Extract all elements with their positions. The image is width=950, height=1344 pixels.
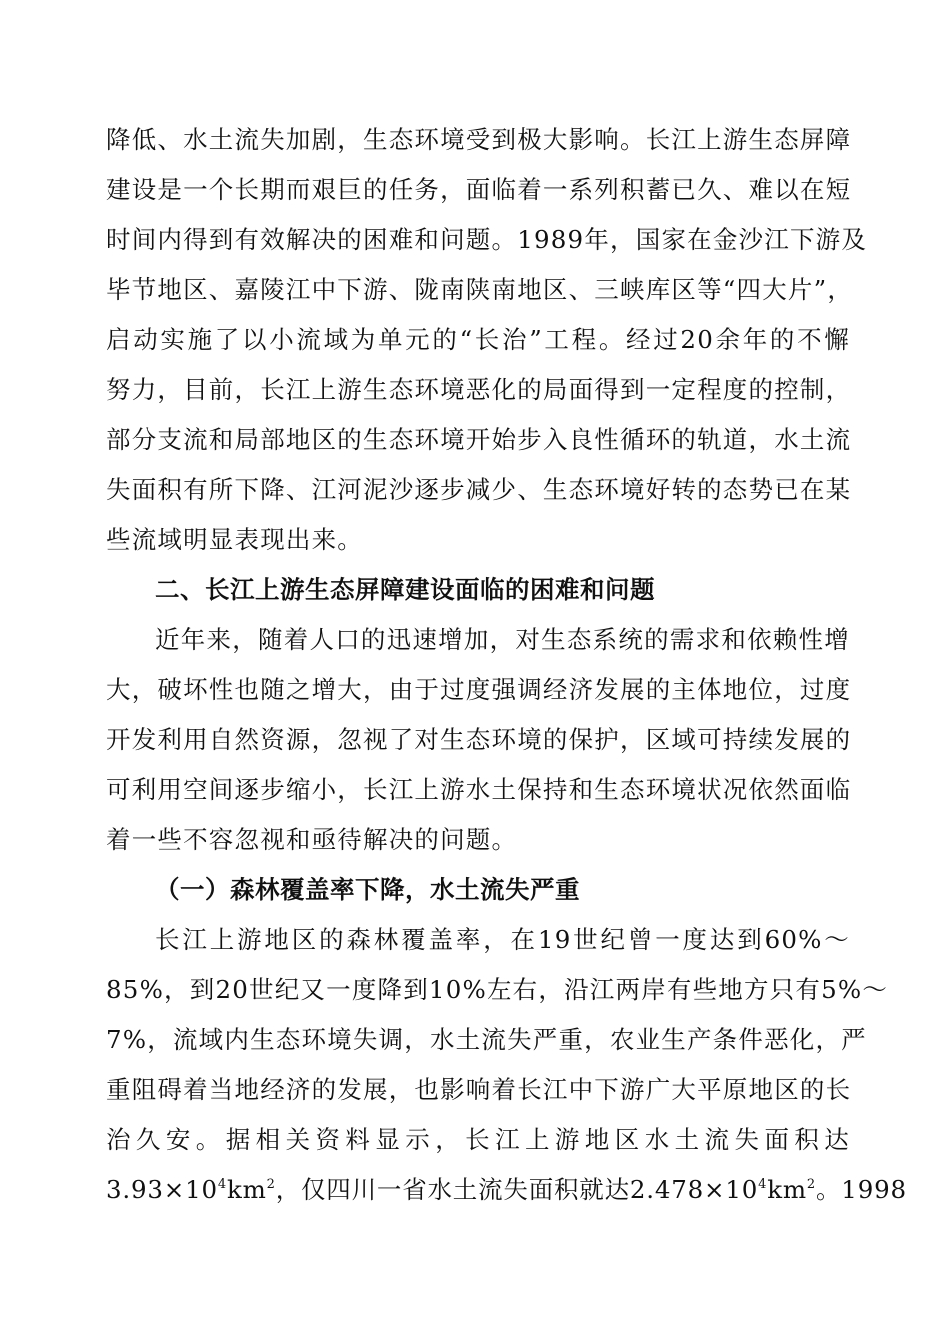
subsection-heading: （一）森林覆盖率下降，水土流失严重 xyxy=(155,875,580,904)
paragraph-line: 努力，目前，长江上游生态环境恶化的局面得到一定程度的控制， xyxy=(106,375,852,404)
paragraph-line: 长江上游地区的森林覆盖率，在19世纪曾一度达到60%～ xyxy=(155,925,850,954)
paragraph-line-with-units xyxy=(106,1173,907,1207)
paragraph-line: 大，破坏性也随之增大，由于过度强调经济发展的主体地位，过度 xyxy=(106,675,852,704)
section-heading: 二、长江上游生态屏障建设面临的困难和问题 xyxy=(155,575,655,604)
exponent: 4 xyxy=(758,1177,768,1192)
exponent: 4 xyxy=(217,1177,227,1192)
paragraph-line: 毕节地区、嘉陵江中下游、陇南陕南地区、三峡库区等“四大片”， xyxy=(106,275,854,304)
value-text: ，仅四川一省水土流失面积就达2.478×10 xyxy=(275,1175,759,1204)
paragraph-line: 建设是一个长期而艰巨的任务，面临着一系列积蓄已久、难以在短 xyxy=(106,175,852,204)
paragraph-line: 重阻碍着当地经济的发展，也影响着长江中下游广大平原地区的长 xyxy=(106,1075,852,1104)
value-text: 3.93×10 xyxy=(106,1175,218,1204)
paragraph-line: 些流域明显表现出来。 xyxy=(106,525,363,554)
paragraph-line: 着一些不容忽视和亟待解决的问题。 xyxy=(106,825,518,854)
unit-text: km xyxy=(767,1175,807,1204)
paragraph-line: 85%，到20世纪又一度降到10%左右，沿江两岸有些地方只有5%～ xyxy=(106,975,889,1004)
paragraph-line: 可利用空间逐步缩小，长江上游水土保持和生态环境状况依然面临 xyxy=(106,775,852,804)
paragraph-line: 近年来，随着人口的迅速增加，对生态系统的需求和依赖性增 xyxy=(155,625,850,654)
value-text: 。1998 xyxy=(816,1175,907,1204)
paragraph-line: 治久安。据相关资料显示，长江上游地区水土流失面积达 xyxy=(106,1125,850,1154)
paragraph-line: 降低、水土流失加剧，生态环境受到极大影响。长江上游生态屏障 xyxy=(106,125,852,154)
paragraph-line: 失面积有所下降、江河泥沙逐步减少、生态环境好转的态势已在某 xyxy=(106,475,852,504)
exponent: 2 xyxy=(806,1177,816,1192)
paragraph-line: 启动实施了以小流域为单元的“长治”工程。经过20余年的不懈 xyxy=(106,325,850,354)
exponent: 2 xyxy=(266,1177,276,1192)
paragraph-line: 时间内得到有效解决的困难和问题。1989年，国家在金沙江下游及 xyxy=(106,225,868,254)
paragraph-line: 7%，流域内生态环境失调，水土流失严重，农业生产条件恶化，严 xyxy=(106,1025,867,1054)
unit-text: km xyxy=(226,1175,267,1204)
paragraph-line: 部分支流和局部地区的生态环境开始步入良性循环的轨道，水土流 xyxy=(106,425,852,454)
paragraph-line: 开发利用自然资源，忽视了对生态环境的保护，区域可持续发展的 xyxy=(106,725,852,754)
